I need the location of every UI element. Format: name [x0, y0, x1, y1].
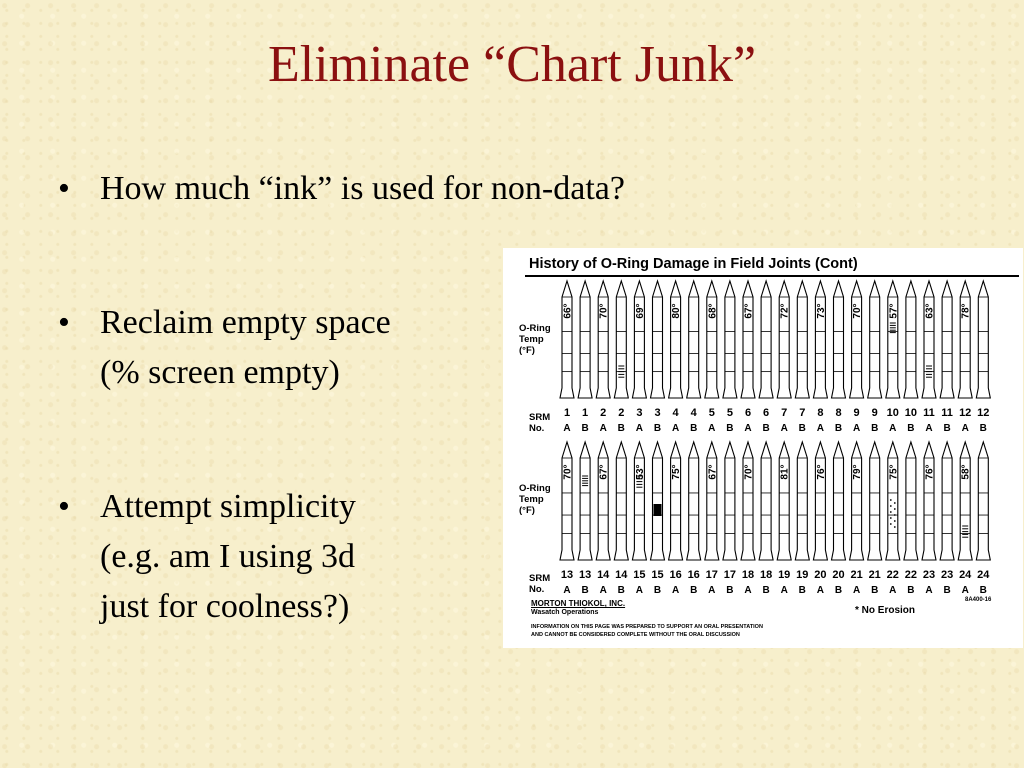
srm-number: 8 [835, 407, 842, 419]
rocket-booster [868, 442, 882, 560]
srm-number: 3 [654, 407, 661, 419]
srm-number: 4 [690, 407, 697, 419]
document-number: 8A400-16 [965, 597, 992, 603]
srm-side: B [690, 585, 698, 596]
oring-temp-value: 79° [852, 464, 864, 480]
srm-number: 14 [615, 569, 628, 581]
rocket-booster [578, 281, 592, 398]
srm-number: 22 [886, 569, 899, 581]
srm-side: A [816, 423, 825, 434]
rocket-booster [705, 442, 719, 560]
srm-side: B [834, 585, 843, 596]
srm-side: B [581, 585, 589, 596]
bullet-marker: • [58, 170, 70, 207]
srm-side: A [961, 585, 969, 596]
srm-number-label: SRM No. [529, 412, 551, 434]
rocket-booster [560, 442, 574, 560]
srm-number: 17 [705, 569, 718, 581]
srm-side: B [653, 423, 662, 434]
bullet-text: How much “ink” is used for non-data? [100, 170, 625, 207]
oring-damage-figure [503, 248, 1023, 648]
srm-side: B [726, 585, 734, 596]
oring-temp-value: 63° [924, 303, 936, 319]
srm-side: B [617, 423, 625, 434]
srm-side: B [907, 585, 915, 596]
damage-stipple [894, 526, 896, 528]
srm-side: A [816, 585, 825, 596]
srm-side: B [943, 585, 951, 596]
rocket-booster [632, 442, 646, 560]
srm-number: 16 [669, 569, 682, 581]
srm-side: B [834, 423, 843, 434]
rocket-booster [651, 442, 665, 560]
rocket-booster [850, 281, 864, 398]
srm-side: A [635, 423, 644, 434]
rocket-booster [614, 281, 628, 398]
bullet-item [58, 482, 356, 632]
rocket-booster [759, 442, 773, 560]
figure-title: History of O-Ring Damage in Field Joints (Cont) [529, 256, 858, 272]
srm-number: 9 [871, 407, 878, 419]
srm-number: 14 [597, 569, 610, 581]
damage-stipple [894, 502, 896, 504]
oring-temp-value: 68° [707, 303, 719, 319]
disclaimer-line: INFORMATION ON THIS PAGE WAS PREPARED TO SUPPORT AN ORAL PRESENTATION [531, 624, 763, 630]
rocket-booster [832, 281, 846, 398]
damage-stipple [890, 499, 892, 501]
rocket-booster [687, 442, 701, 560]
bullet-item [58, 164, 625, 214]
disclaimer-line: AND CANNOT BE CONSIDERED COMPLETE WITHOUT THE ORAL DISCUSSION [531, 632, 740, 638]
rocket-booster [651, 281, 665, 398]
srm-number-label: SRM No. [529, 573, 551, 595]
srm-number: 12 [977, 407, 990, 419]
srm-side: A [563, 423, 571, 434]
srm-number: 24 [977, 569, 990, 581]
bullet-text: Attempt simplicity (e.g. am I using 3d just for coolness?) [100, 488, 356, 625]
rocket-booster [886, 281, 900, 398]
oring-temp-label: O-Ring Temp (°F) [519, 323, 551, 356]
srm-number: 12 [959, 407, 972, 419]
srm-number: 2 [618, 407, 625, 419]
rocket-booster [940, 442, 954, 560]
srm-side: A [744, 423, 752, 434]
rocket-booster [904, 442, 918, 560]
damage-stipple [894, 520, 896, 522]
srm-number: 5 [708, 407, 715, 419]
srm-side: A [925, 585, 933, 596]
rocket-grid [503, 248, 1023, 648]
srm-side: A [671, 423, 680, 434]
srm-number: 3 [636, 407, 643, 419]
slide-title: Eliminate “Chart Junk” [267, 36, 757, 93]
legend-no-erosion: * No Erosion [855, 605, 916, 616]
rocket-booster [850, 442, 864, 560]
srm-side: B [581, 423, 589, 434]
srm-number: 21 [868, 569, 881, 581]
srm-number: 2 [600, 407, 607, 419]
srm-side: A [708, 585, 716, 596]
rocket-booster [976, 442, 990, 560]
srm-number: 21 [850, 569, 863, 581]
srm-side: B [617, 585, 625, 596]
srm-number: 1 [563, 407, 571, 419]
rocket-booster [922, 281, 936, 398]
srm-side: A [889, 585, 897, 596]
srm-side: B [653, 585, 662, 596]
rocket-booster [868, 281, 882, 398]
bullet-marker: • [58, 488, 70, 525]
srm-number: 11 [941, 407, 953, 419]
srm-number: 18 [759, 569, 773, 581]
srm-side: A [889, 423, 897, 434]
oring-temp-value: 67° [707, 464, 719, 480]
rocket-booster [904, 281, 918, 398]
rocket-booster [795, 281, 809, 398]
damage-stipple [890, 517, 892, 519]
rocket-booster [741, 281, 755, 398]
srm-side: A [925, 423, 933, 434]
srm-number: 19 [796, 569, 809, 581]
damage-block [654, 504, 662, 516]
rocket-booster [669, 442, 683, 560]
srm-side: A [852, 585, 861, 596]
division-name: Wasatch Operations [531, 609, 599, 616]
srm-number: 10 [886, 407, 899, 419]
srm-side: B [943, 423, 951, 434]
rocket-booster [687, 281, 701, 398]
srm-side: A [780, 585, 788, 596]
srm-side: A [852, 423, 861, 434]
rocket-booster [940, 281, 954, 398]
srm-number: 7 [799, 407, 806, 419]
rocket-booster [723, 442, 737, 560]
damage-stipple [894, 514, 896, 516]
rocket-booster [777, 281, 791, 398]
rocket-booster [813, 442, 827, 560]
srm-side: B [798, 423, 806, 434]
oring-temp-value: 76° [924, 464, 936, 480]
rocket-booster [922, 442, 936, 560]
rocket-booster [578, 442, 592, 560]
rocket-booster [723, 281, 737, 398]
srm-side: A [708, 423, 716, 434]
srm-number: 23 [940, 569, 954, 581]
srm-number: 13 [560, 569, 574, 581]
rocket-booster [813, 281, 827, 398]
oring-temp-value: 73° [815, 303, 827, 319]
rocket-booster [832, 442, 846, 560]
srm-side: A [671, 585, 680, 596]
srm-number: 6 [744, 407, 752, 419]
srm-side: B [762, 423, 770, 434]
srm-number: 16 [687, 569, 700, 581]
oring-temp-value: 75° [888, 464, 900, 480]
srm-number: 13 [578, 569, 592, 581]
rocket-booster [614, 442, 628, 560]
oring-temp-value: 67° [598, 464, 610, 480]
oring-temp-value: 57° [888, 303, 900, 319]
rocket-booster [596, 442, 610, 560]
srm-side: A [599, 423, 607, 434]
rocket-booster [669, 281, 683, 398]
srm-side: A [635, 585, 644, 596]
srm-number: 15 [651, 569, 664, 581]
oring-temp-value: 66° [562, 303, 574, 319]
rocket-booster [777, 442, 791, 560]
oring-temp-value: 78° [960, 303, 972, 319]
rocket-booster [759, 281, 773, 398]
oring-temp-value: 70° [598, 303, 610, 319]
rocket-booster [596, 281, 610, 398]
srm-side: A [563, 585, 571, 596]
damage-stipple [890, 511, 892, 513]
damage-stipple [894, 508, 896, 510]
oring-temp-value: 53° [634, 464, 646, 480]
bullet-text: Reclaim empty space (% screen empty) [100, 304, 391, 391]
oring-temp-value: 70° [743, 464, 755, 480]
srm-number: 5 [726, 407, 733, 419]
bullet-item [58, 298, 391, 398]
bullet-marker: • [58, 304, 70, 341]
rocket-booster [632, 281, 646, 398]
srm-side: B [871, 423, 879, 434]
srm-number: 22 [904, 569, 918, 581]
oring-temp-value: 75° [671, 464, 683, 480]
rocket-booster [705, 281, 719, 398]
srm-number: 11 [923, 407, 935, 419]
srm-side: B [871, 585, 879, 596]
oring-temp-label: O-Ring Temp (°F) [519, 483, 551, 516]
oring-temp-value: 70° [852, 303, 864, 319]
damage-stipple [890, 505, 892, 507]
srm-number: 10 [904, 407, 918, 419]
oring-temp-value: 70° [562, 464, 574, 480]
rocket-booster [560, 281, 574, 398]
srm-side: A [961, 423, 969, 434]
rocket-booster [795, 442, 809, 560]
srm-number: 24 [959, 569, 972, 581]
damage-stipple [890, 523, 892, 525]
srm-side: B [979, 585, 987, 596]
srm-side: B [979, 423, 987, 434]
srm-number: 8 [817, 407, 824, 419]
oring-temp-value: 67° [743, 303, 755, 319]
rocket-booster [958, 281, 972, 398]
rocket-booster [976, 281, 990, 398]
rocket-booster [741, 442, 755, 560]
oring-temp-value: 80° [671, 303, 683, 319]
rocket-booster [958, 442, 972, 560]
srm-number: 4 [672, 407, 679, 419]
srm-side: B [762, 585, 770, 596]
srm-side: B [907, 423, 915, 434]
srm-side: B [798, 585, 806, 596]
srm-number: 15 [633, 569, 646, 581]
oring-temp-value: 76° [815, 464, 827, 480]
srm-number: 20 [832, 569, 845, 581]
srm-number: 6 [763, 407, 770, 419]
oring-temp-value: 69° [634, 303, 646, 319]
srm-side: B [690, 423, 698, 434]
oring-temp-value: 58° [960, 464, 972, 480]
srm-number: 7 [781, 407, 788, 419]
srm-number: 23 [922, 569, 936, 581]
srm-number: 18 [741, 569, 755, 581]
srm-side: A [780, 423, 788, 434]
srm-side: A [599, 585, 607, 596]
srm-number: 1 [582, 407, 589, 419]
srm-number: 17 [723, 569, 737, 581]
srm-number: 9 [853, 407, 860, 419]
srm-side: A [744, 585, 752, 596]
srm-side: B [726, 423, 734, 434]
company-name: MORTON THIOKOL, INC. [531, 599, 626, 608]
oring-temp-value: 72° [779, 303, 791, 319]
rocket-booster [886, 442, 900, 560]
srm-number: 20 [814, 569, 827, 581]
oring-temp-value: 81° [779, 464, 791, 480]
srm-number: 19 [778, 569, 791, 581]
